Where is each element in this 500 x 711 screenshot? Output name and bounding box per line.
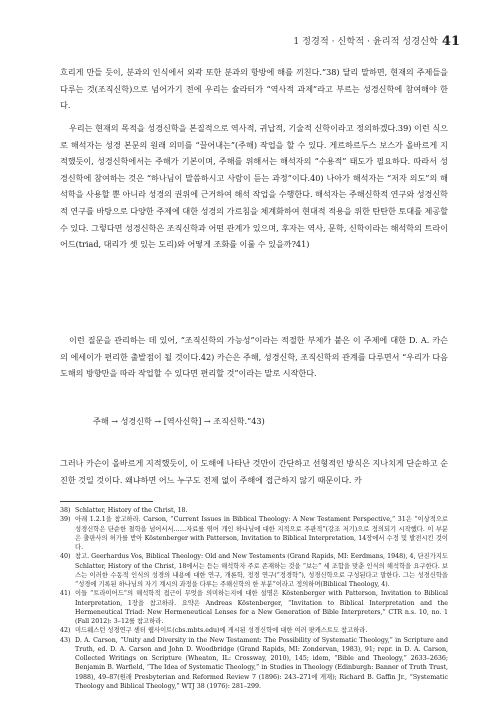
footnotes bbox=[60, 506, 448, 691]
footnote-text: 참고. Geerhardus Vos, Biblical Theology: Old and New Testaments (Grand Rapids, MI: Eerdmans, 1948), 4, 단진가지도 Schlatter, History of the Christ, 18에서는 듣는 해석학자 주로 존재하는 것을 “보는” 세 조합을 맞춘 인식의 해석학을 요구한다. 보스는 이러한 수동적 인식의 성경의 내용에 대한 연구, 개론학, 정경 연구(“정경학”), 성경신학으로 구성된다고 말한다. 그는 성경신학을 “성경에 기록된 하나님의 자기 계시의 과정을 다루는 주해신학의 한 부분”이라고 정의하며(Biblical Theology, 4). bbox=[75, 553, 448, 588]
running-header bbox=[293, 33, 460, 49]
footnote-item bbox=[60, 626, 448, 635]
footnote-text: 아래 1.2.1을 참고하라. Carson, “Current Issues in Biblical Theology: A New Testament Perspective,” 31은 “이상적으로 성경신학은 단순한 철학을 넘어서서……자료를 엮어 개인 하나님에 대한 지적으로 주관적”(강조 저기)으로 정의되기 시작했다. 이 부분은 출판사의 허가를 받아 Köstenberger with Patterson, Invitation to Biblical Interpretation, 14장에서 수정 및 발전시킨 것이다. bbox=[75, 516, 448, 551]
paragraph-text: 우리는 현재의 목적을 성경신학을 본질적으로 역사적, 귀납적, 기술적 신학이라고 정의하겠다.39) 이런 식으로 해석자는 성경 본문의 원래 의미를 “끌어내는”(주해) 작업을 할 수 있다. 게르하르두스 보스가 올바르게 지적했듯이, 성경신학에서는 주해가 기본이며, 주해를 위해서는 해석자의 “수용적” 태도가 필요하다. 따라서 성경신학에 참여하는 것은 “하나님이 말씀하시고 사람이 듣는 과정”이다.40) 나아가 해석자는 “저자 의도”의 해석학을 사용할 뿐 아니라 성경의 권위에 근거하여 해석 작업을 수행한다. 해석자는 주해신학적 연구와 성경신학적 연구를 바탕으로 다양한 주제에 대한 성경의 가르침을 체계화하여 현대적 적용을 위한 탄탄한 토대를 제공할 수 있다. 그렇다면 성경신학은 조직신학과 어떤 관계가 있으며, 후자는 역사, 문학, 신학이라는 해석학의 트라이어드(triad, 대리가 셋 있는 도리)와 어떻게 조화를 이룰 수 있을까?41) bbox=[60, 123, 448, 250]
footnote-text: Schlatter, History of the Christ, 18. bbox=[75, 507, 188, 514]
paragraph-text: 흐리게 만들 듯이, 분과의 인식에서 외곽 또한 분과의 항방에 해를 끼친다.”38) 달리 말하면, 현재의 주제들을 다루는 것(조직신학)으로 넘어가기 전에 우리는 슐라터가 “역사적 과제”라고 부르는 성경신학에 참여해야 한다. bbox=[60, 67, 448, 111]
footnote-number: 41) bbox=[60, 590, 71, 598]
footnote-item bbox=[60, 636, 448, 692]
footnote-number: 43) bbox=[60, 636, 71, 644]
footnote-item bbox=[60, 515, 448, 552]
footnote-divider bbox=[60, 501, 153, 502]
footnote-number: 38) bbox=[60, 507, 71, 514]
running-title: 1 정경적 · 신학적 · 윤리적 성경신학 bbox=[293, 36, 438, 47]
footnote-item bbox=[60, 552, 448, 589]
footnote-number: 42) bbox=[60, 627, 71, 635]
flow-formula: 주해 → 성경신학 → [역사신학] → 조직신학.”43) bbox=[93, 416, 265, 426]
paragraph-text: 그러나 카슨이 올바르게 지적했듯이, 이 도해에 나타난 것만이 간단하고 선형적인 방식은 지나치게 단순하고 순진한 것일 것이다. 왜냐하면 어느 누구도 전제 없이 주해에 접근하지 않기 때문이다. 카 bbox=[60, 458, 448, 485]
paragraph-text: 이런 질문을 관리하는 데 있어, “조직신학의 가능성”이라는 적절한 부제가 붙은 이 주제에 대한 D. A. 카슨의 에세이가 편리한 출발점이 될 것이다.42) 카슨은 주해, 성경신학, 조직신학의 관계를 다루면서 “우리가 다음 도해의 방향만을 따라 작업할 수 있다면 편리할 것”이라는 말로 시작한다. bbox=[60, 335, 448, 379]
footnote-item bbox=[60, 506, 448, 515]
footnote-text: 미드웨스턴 성경연구 센터 웹사이트(cbs.mbts.edu)에 게시된 성경신학에 대한 여러 팟캐스트도 참고하라. bbox=[75, 627, 368, 635]
body-paragraph-1 bbox=[60, 64, 448, 114]
body-paragraph-3 bbox=[60, 332, 448, 382]
footnote-number: 40) bbox=[60, 553, 71, 561]
page-number: 41 bbox=[441, 34, 460, 49]
footnote-item bbox=[60, 589, 448, 626]
body-paragraph-4 bbox=[60, 455, 448, 488]
footnote-number: 39) bbox=[60, 516, 71, 524]
footnote-text: D. A. Carson, “Unity and Diversity in the New Testament: The Possibility of Systematic Theology,” in Scripture and Truth, ed. D. A. Carson and John D. Woodbridge (Grand Rapids, MI: Zondervan, 1983), 91; repr. in D. A. Carson, Collected Writings on Scripture (Wheaton, IL: Crossway, 2010), 145; idem, “Bible and Theology,” 2633–2636; Benjamin B. Warfield, “The Idea of Systematic Theology,” in Studies in Theology (Edinburgh: Banner of Truth Trust, 1988), 49–87(원래 Presbyterian and Reformed Review 7 (1896): 243–271에 게재); Richard B. Gaffin Jr., “Systematic Theology and Biblical Theology,” WTJ 38 (1976): 281–299. bbox=[75, 636, 448, 690]
body-paragraph-2 bbox=[60, 120, 448, 253]
footnote-text: 이들 “트라이어드”의 해석학적 접근이 무엇을 의미하는지에 대한 설명은 Köstenberger with Patterson, Invitation to Biblical Interpretation, 1장을 참고하라. 요약은 Andreas Köstenberger, “Invitation to Biblical Interpretation and the Hermeneutical Triad: New Hermeneutical Lenses for a New Generation of Bible Interpreters,” CTR n.s. 10, no. 1 (Fall 2012): 3–12를 참고하라. bbox=[75, 590, 448, 625]
